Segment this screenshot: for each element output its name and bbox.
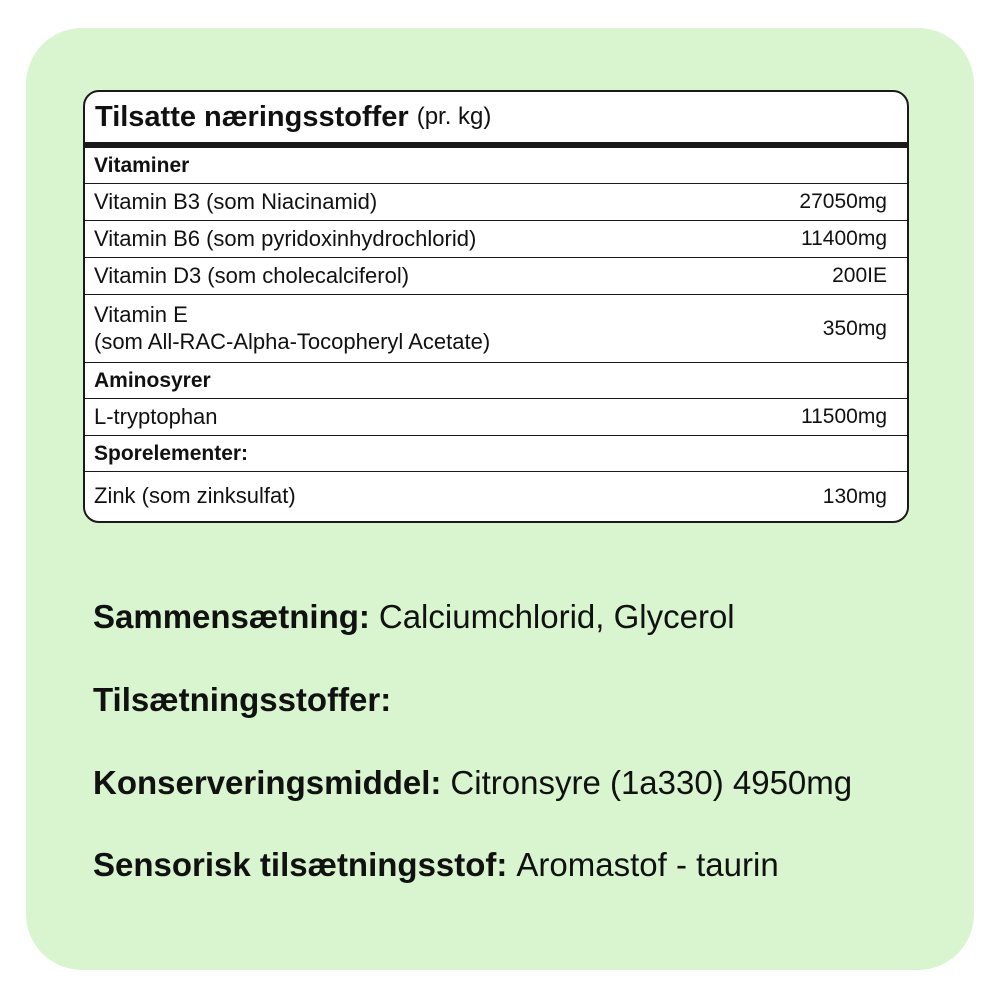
nutrient-name: Zink (som zinksulfat) — [94, 483, 296, 509]
nutrient-value: 11500mg — [800, 405, 887, 428]
section-title: Sporelementer: — [94, 441, 249, 465]
nutrient-name: Vitamin D3 (som cholecalciferol) — [94, 262, 410, 288]
preservative-line — [93, 764, 852, 802]
table-title: Tilsatte næringsstoffer — [95, 100, 409, 133]
nutrient-name: Vitamin B6 (som pyridoxinhydrochlorid) — [94, 225, 477, 251]
composition-label: Sammensætning: — [93, 598, 370, 635]
composition-value: Calciumchlorid, Glycerol — [378, 598, 735, 635]
nutrient-value: 350mg — [822, 316, 887, 340]
section-title: Vitaminer — [94, 153, 190, 177]
table-row — [85, 472, 907, 521]
additives-label: Tilsætningsstoffer: — [93, 681, 392, 718]
sensory-line — [93, 846, 779, 884]
nutrient-value: 200IE — [832, 264, 887, 287]
nutrient-value: 130mg — [822, 484, 887, 508]
table-row — [85, 258, 907, 295]
table-row — [85, 221, 907, 258]
table-header — [85, 92, 907, 148]
composition-line — [93, 598, 735, 636]
preservative-label: Konserveringsmiddel: — [93, 764, 442, 801]
preservative-value: Citronsyre (1a330) 4950mg — [450, 764, 853, 801]
table-row — [85, 399, 907, 436]
section-header-sporelementer — [85, 436, 907, 472]
section-header-vitaminer — [85, 148, 907, 184]
additives-line — [93, 681, 391, 719]
nutrient-value: 27050mg — [799, 190, 887, 213]
nutrient-name-block — [94, 302, 490, 355]
table-unit: (pr. kg) — [416, 103, 492, 130]
sensory-label: Sensorisk tilsætningsstof: — [93, 846, 508, 883]
table-row — [85, 184, 907, 221]
section-header-aminosyrer — [85, 363, 907, 399]
nutrient-name-detail: (som All-RAC-Alpha-Tocopheryl Acetate) — [94, 328, 491, 354]
nutrient-name: L-tryptophan — [94, 403, 218, 429]
table-row — [85, 295, 907, 363]
nutrient-name: Vitamin E — [94, 302, 188, 328]
nutrient-table — [83, 90, 909, 523]
section-title: Aminosyrer — [94, 368, 211, 392]
sensory-value: Aromastof - taurin — [516, 846, 779, 883]
nutrient-value: 11400mg — [800, 227, 887, 250]
nutrient-name: Vitamin B3 (som Niacinamid) — [94, 188, 378, 214]
